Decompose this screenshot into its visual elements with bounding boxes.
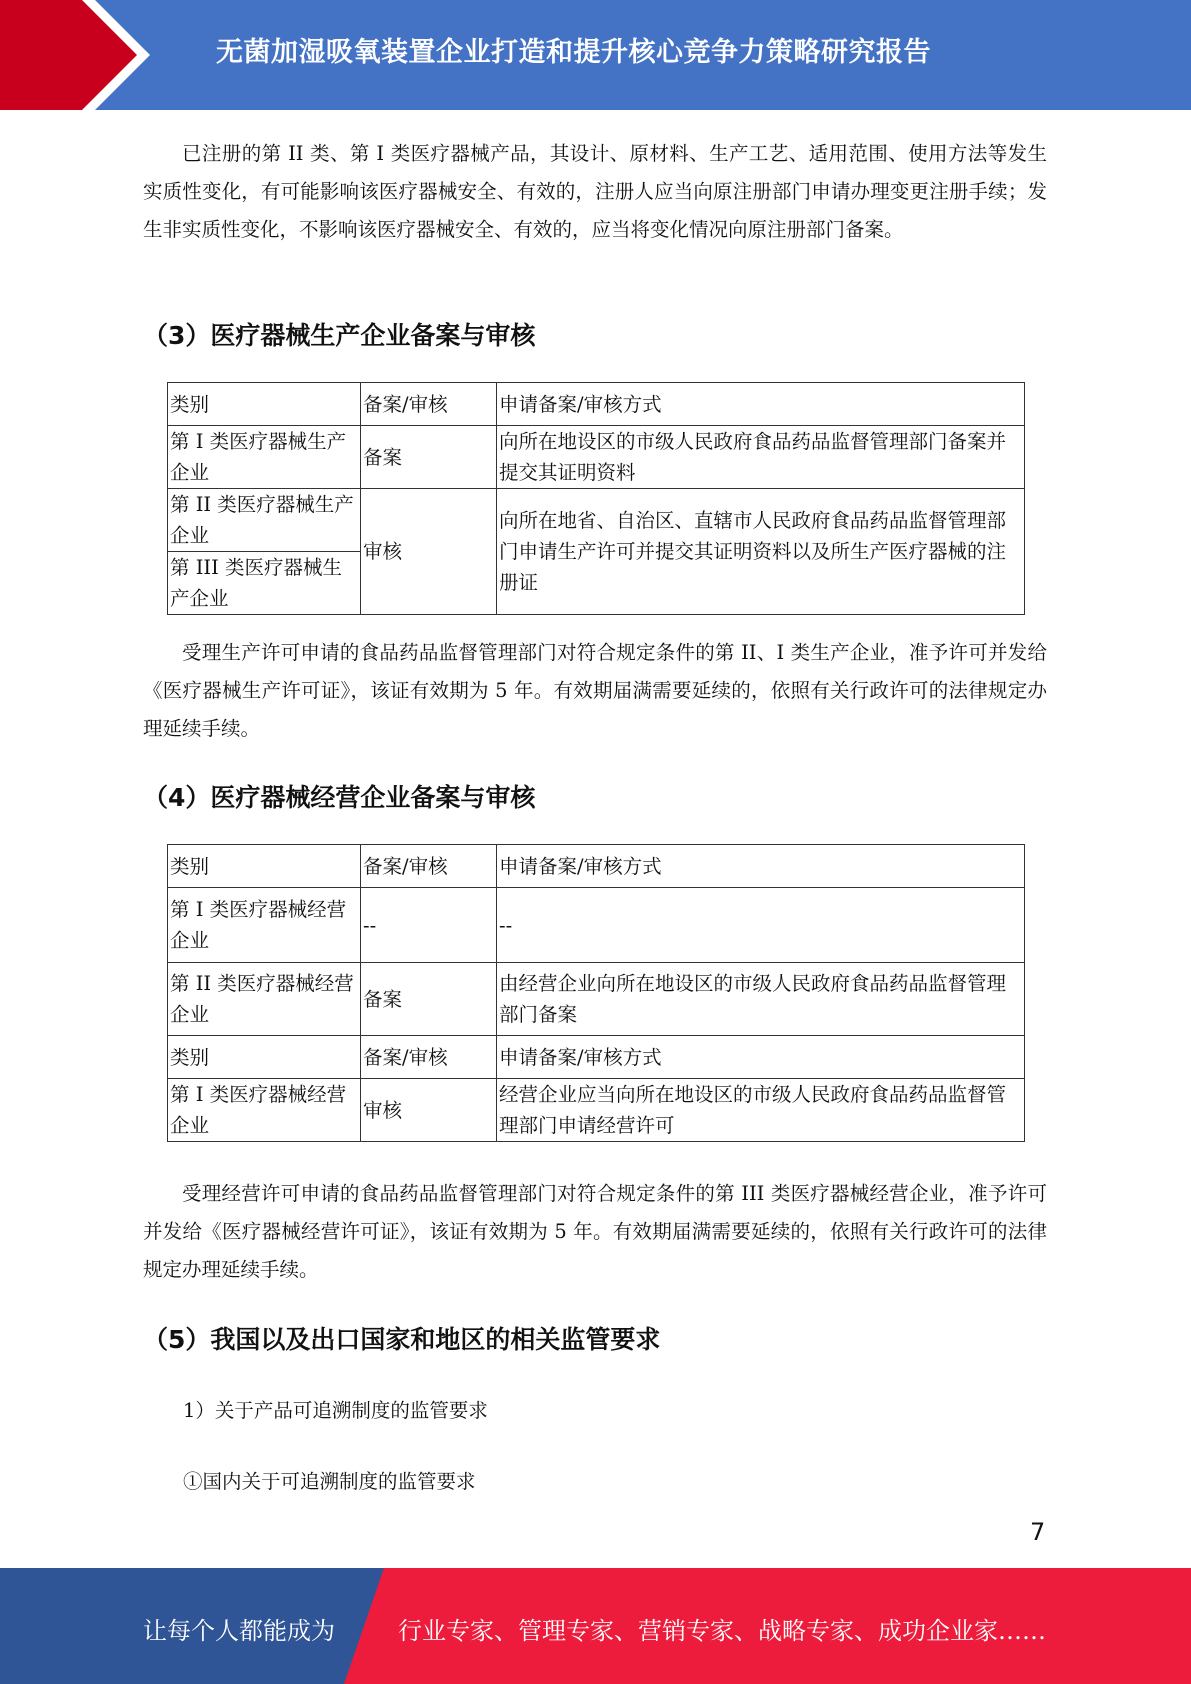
table-row [168, 963, 1025, 1036]
footer-slogan-left: 让每个人都能成为 [143, 1617, 335, 1645]
method-cell: -- [497, 888, 1025, 963]
table-header-row [168, 383, 1025, 426]
production-registration-table [167, 382, 1025, 615]
footer-banner [0, 1568, 1191, 1684]
type-cell: 审核 [361, 1079, 497, 1142]
category-cell: 第 II 类医疗器械生产企业 [168, 489, 361, 552]
table-header-row [168, 1036, 1025, 1079]
chevron-arrow-icon [0, 0, 160, 110]
type-cell: 审核 [361, 489, 497, 615]
category-cell: 第 I 类医疗器械经营企业 [168, 888, 361, 963]
footer-slogan-right: 行业专家、管理专家、营销专家、战略专家、成功企业家…… [398, 1617, 1046, 1645]
table-row [168, 1079, 1025, 1142]
section-heading-5: （5）我国以及出口国家和地区的相关监管要求 [143, 1325, 661, 1354]
table-header-cell: 类别 [168, 1036, 361, 1079]
paragraph-distribution-license: 受理经营许可申请的食品药品监督管理部门对符合规定条件的第 III 类医疗器械经营企业，准予许可并发给《医疗器械经营许可证》，该证有效期为 5 年。有效期届满需要延续的，依照有关行政许可的法律规定办理延续手续。 [143, 1182, 1047, 1281]
distribution-registration-table [167, 844, 1025, 1142]
section-heading-3: （3）医疗器械生产企业备案与审核 [143, 321, 536, 350]
category-cell: 第 I 类医疗器械生产企业 [168, 426, 361, 489]
table-header-cell: 类别 [168, 845, 361, 888]
method-cell: 向所在地设区的市级人民政府食品药品监督管理部门备案并提交其证明资料 [497, 426, 1025, 489]
table-header-cell: 申请备案/审核方式 [497, 1036, 1025, 1079]
list-item-domestic-traceability: ①国内关于可追溯制度的监管要求 [183, 1470, 476, 1493]
table-header-cell: 申请备案/审核方式 [497, 383, 1025, 426]
table-row [168, 426, 1025, 489]
table-header-cell: 备案/审核 [361, 1036, 497, 1079]
category-cell: 第 III 类医疗器械生产企业 [168, 552, 361, 615]
paragraph-production-license: 受理生产许可申请的食品药品监督管理部门对符合规定条件的第 II、I 类生产企业，准予许可并发给《医疗器械生产许可证》，该证有效期为 5 年。有效期届满需要延续的，依照有关行政许可的法律规定办理延续手续。 [143, 641, 1047, 740]
table-header-row [168, 845, 1025, 888]
report-title: 无菌加湿吸氧装置企业打造和提升核心竞争力策略研究报告 [216, 37, 931, 68]
method-cell: 向所在地省、自治区、直辖市人民政府食品药品监督管理部门申请生产许可并提交其证明资料以及所生产医疗器械的注册证 [497, 489, 1025, 615]
type-cell: 备案 [361, 426, 497, 489]
table-header-cell: 申请备案/审核方式 [497, 845, 1025, 888]
table-row [168, 888, 1025, 963]
table-header-cell: 备案/审核 [361, 383, 497, 426]
method-cell: 经营企业应当向所在地设区的市级人民政府食品药品监督管理部门申请经营许可 [497, 1079, 1025, 1142]
list-item-traceability: 1）关于产品可追溯制度的监管要求 [183, 1399, 488, 1422]
table-header-cell: 类别 [168, 383, 361, 426]
page-number: 7 [1030, 1518, 1046, 1546]
method-cell: 由经营企业向所在地设区的市级人民政府食品药品监督管理部门备案 [497, 963, 1025, 1036]
category-cell: 第 I 类医疗器械经营企业 [168, 1079, 361, 1142]
type-cell: 备案 [361, 963, 497, 1036]
type-cell: -- [361, 888, 497, 963]
section-heading-4: （4）医疗器械经营企业备案与审核 [143, 783, 536, 812]
table-header-cell: 备案/审核 [361, 845, 497, 888]
paragraph-registration-change: 已注册的第 II 类、第 I 类医疗器械产品，其设计、原材料、生产工艺、适用范围、使用方法等发生实质性变化，有可能影响该医疗器械安全、有效的，注册人应当向原注册部门申请办理变更注册手续；发生非实质性变化，不影响该医疗器械安全、有效的，应当将变化情况向原注册部门备案。 [143, 142, 1047, 241]
table-row [168, 489, 1025, 552]
header-banner [0, 0, 1191, 110]
category-cell: 第 II 类医疗器械经营企业 [168, 963, 361, 1036]
